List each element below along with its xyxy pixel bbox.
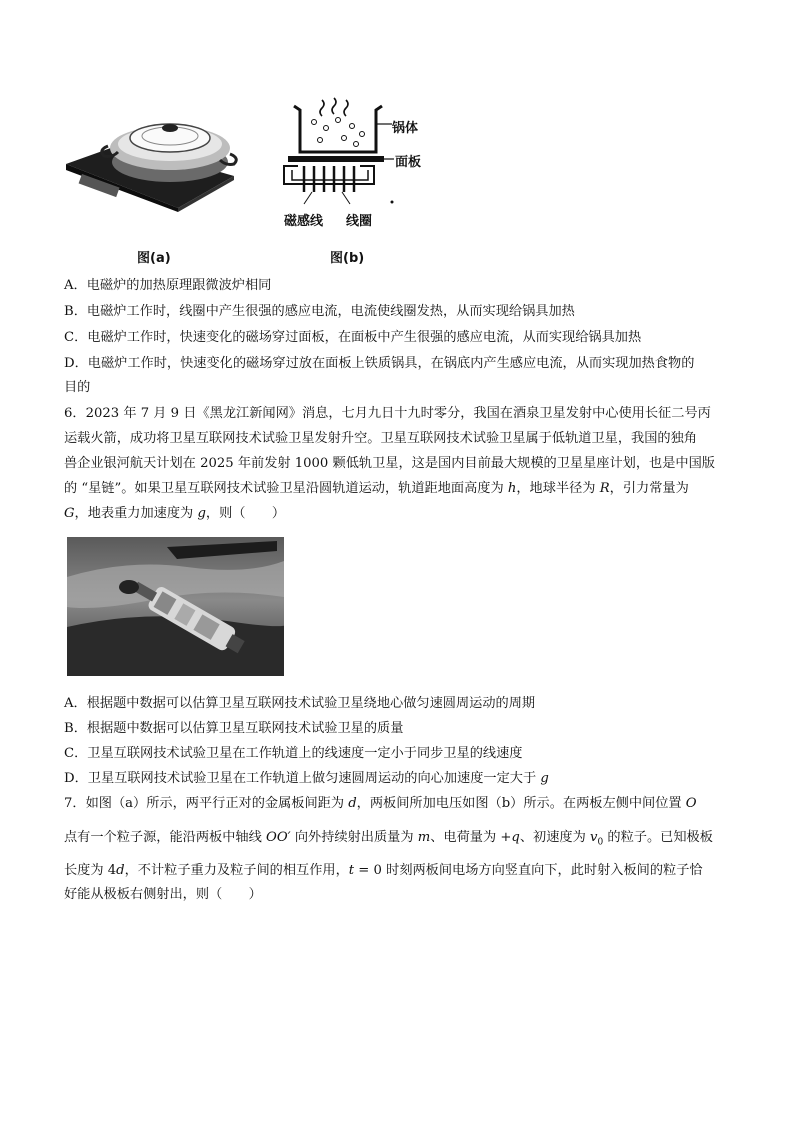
var-O: O [685,796,697,811]
q6-stem-line-1: 6．2023 年 7 月 9 日《黑龙江新闻网》消息，七月九日十九时零分，我国在酒泉卫星发射中心使用长征二号丙 [64,406,711,421]
label-panel: 面板 [395,155,422,170]
satellite-photo [67,537,284,676]
q5-option-d: D．电磁炉工作时，快速变化的磁场穿过放在面板上铁质锅具，在锅底内产生感应电流，从而实现加热食物的 [64,356,695,371]
var-d: d [116,863,125,878]
label-coil: 线圈 [346,214,373,229]
q6-option-d: D．卫星互联网技术试验卫星在工作轨道上做匀速圆周运动的向心加速度一定大于 g [64,771,549,786]
q7-stem-line-4: 好能从极板右侧射出，则（ ） [64,887,262,902]
q6-option-c: C．卫星互联网技术试验卫星在工作轨道上的线速度一定小于同步卫星的线速度 [64,746,523,761]
var-m: m [417,830,431,845]
q7-stem-line-1: 7．如图（a）所示，两平行正对的金属板间距为 d，两板间所加电压如图（b）所示。在两板左侧中间位置 O [64,796,697,811]
figure-a-caption: 图(a) [137,251,171,266]
q6-stem-line-3: 兽企业银河航天计划在 2025 年前发射 1000 颗低轨卫星，这是国内目前最大规模的卫星星座计划，也是中国版 [64,456,715,471]
var-g: g [197,506,206,521]
induction-cooker-photo [62,100,238,212]
label-pot: 锅体 [392,121,419,136]
q6-stem-line-2: 运载火箭，成功将卫星互联网技术试验卫星发射升空。卫星互联网技术试验卫星属于低轨道卫星，我国的独角 [64,431,697,446]
q6-option-a: A．根据题中数据可以估算卫星互联网技术试验卫星绕地心做匀速圆周运动的周期 [64,696,536,711]
q7-stem-line-3: 长度为 4d，不计粒子重力及粒子间的相互作用，t = 0 时刻两板间电场方向竖直向下，此时射入板间的粒子恰 [64,863,703,878]
var-q: q [511,830,520,845]
var-v0: v [590,830,598,845]
q6-stem-line-4: 的 “星链”。如果卫星互联网技术试验卫星沿圆轨道运动，轨道距地面高度为 h，地球半径为 R，引力常量为 [64,481,689,496]
q5-option-a: A．电磁炉的加热原理跟微波炉相同 [64,278,272,293]
q5-option-b: B．电磁炉工作时，线圈中产生很强的感应电流，电流使线圈发热，从而实现给锅具加热 [64,304,575,319]
q7-stem-line-2: 点有一个粒子源，能沿两板中轴线 OO′ 向外持续射出质量为 m、电荷量为 +q、初速度为 $v_0$ 的粒子。已知极板 [64,830,713,848]
q5-option-d-cont: 目的 [64,380,91,395]
q5-option-c: C．电磁炉工作时，快速变化的磁场穿过面板，在面板中产生很强的感应电流，从而实现给锅具加热 [64,330,642,345]
label-field-lines: 磁感线 [284,214,324,229]
var-R: R [599,481,610,496]
var-d: d [348,796,357,811]
figure-b-caption: 图(b) [330,251,365,266]
q6-stem-line-5: G，地表重力加速度为 g，则（ ） [64,506,286,521]
induction-cooker-schematic [264,92,404,222]
var-h: h [507,481,517,496]
var-g: g [540,771,549,786]
var-OO-prime: OO′ [266,830,291,845]
var-t: t [348,863,355,878]
var-G: G [64,506,75,521]
q6-option-b: B．根据题中数据可以估算卫星互联网技术试验卫星的质量 [64,721,404,736]
